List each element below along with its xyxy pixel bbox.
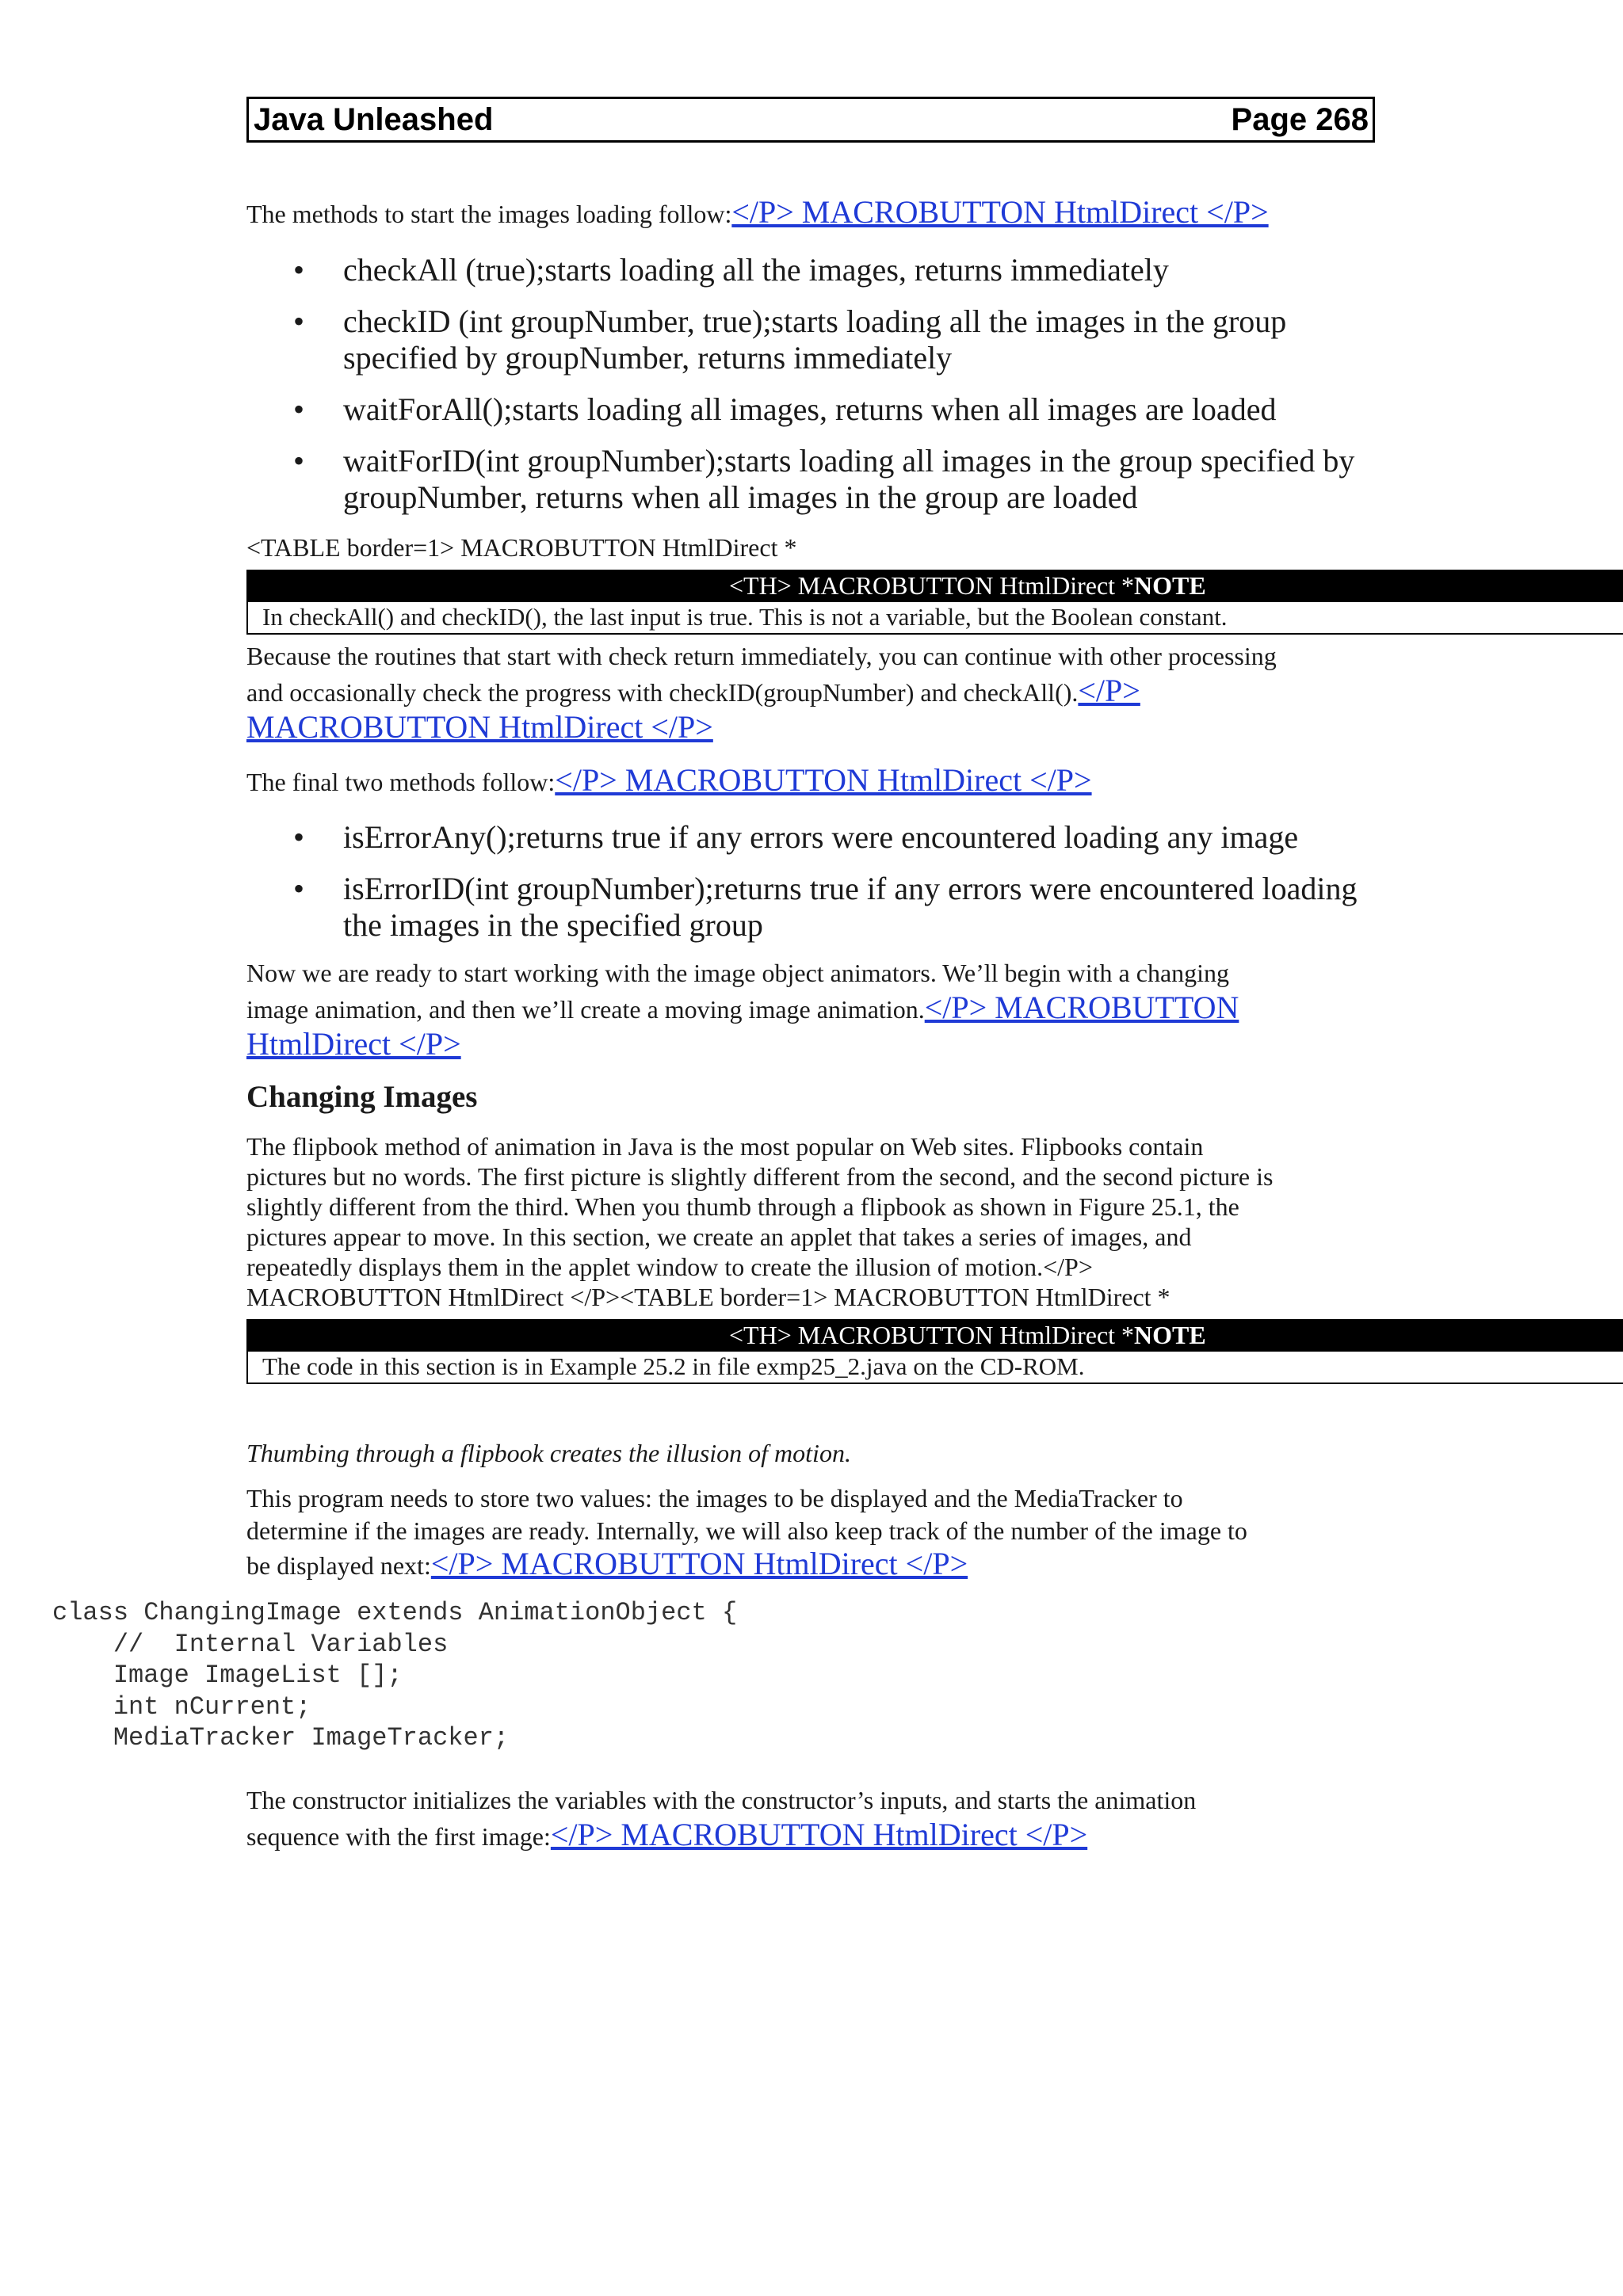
code-listing xyxy=(52,1597,737,1754)
note-header xyxy=(246,570,1623,602)
paragraph-now-ready xyxy=(246,955,1380,1063)
bullet-icon: • xyxy=(293,391,305,427)
paragraph-because xyxy=(246,639,1380,746)
list-item xyxy=(246,303,1380,376)
note-header-label: NOTE xyxy=(1134,1321,1206,1349)
macrobutton-link[interactable]: </P> xyxy=(1078,673,1140,708)
code-line: Image ImageList []; xyxy=(52,1661,403,1690)
paragraph-constructor xyxy=(246,1783,1380,1854)
list-item-text: waitForAll();starts loading all images, returns when all images are loaded xyxy=(343,391,1277,427)
macrobutton-link[interactable]: HtmlDirect </P> xyxy=(246,1026,461,1062)
paragraph-line: The constructor initializes the variables with the constructor’s inputs, and starts the animation xyxy=(246,1786,1197,1814)
note-header xyxy=(246,1319,1623,1352)
paragraph-final-methods xyxy=(246,763,1380,799)
paragraph-line: Now we are ready to start working with the image object animators. We’ll begin with a changing xyxy=(246,959,1230,987)
bullet-list-error-methods xyxy=(246,819,1380,959)
section-heading: Changing Images xyxy=(246,1080,478,1114)
code-line: class ChangingImage extends AnimationObject { xyxy=(52,1598,738,1627)
macrobutton-link[interactable]: MACROBUTTON HtmlDirect </P> xyxy=(246,709,713,745)
code-line: int nCurrent; xyxy=(52,1691,311,1722)
paragraph-line: sequence with the first image:</P> MACROBUTTON HtmlDirect </P> xyxy=(246,1817,1088,1852)
header-title: Java Unleashed xyxy=(254,101,494,137)
list-item-text: waitForID(int groupNumber);starts loading all images in the group specified by groupNumber, returns when all images in the group are loaded xyxy=(343,443,1355,515)
paragraph-line xyxy=(246,1027,1380,1063)
paragraph-line: slightly different from the third. When you thumb through a flipbook as shown in Figure 25.1, the xyxy=(246,1192,1239,1221)
list-item xyxy=(246,443,1380,516)
paragraph-text: The methods to start the images loading follow: xyxy=(246,200,732,228)
page-header xyxy=(246,97,1375,143)
paragraph-line: determine if the images are ready. Internally, we will also keep track of the number of the image to xyxy=(246,1516,1247,1545)
note-body: The code in this section is in Example 25.2 in file exmp25_2.java on the CD-ROM. xyxy=(246,1352,1623,1384)
bullet-icon: • xyxy=(293,871,305,906)
paragraph-store-values xyxy=(246,1482,1380,1582)
bullet-icon: • xyxy=(293,252,305,288)
bullet-icon: • xyxy=(293,819,305,855)
paragraph-methods-intro xyxy=(246,195,1380,231)
paragraph-line xyxy=(246,710,1380,746)
code-line: // Internal Variables xyxy=(52,1629,449,1659)
paragraph-line: MACROBUTTON HtmlDirect </P><TABLE border=1> MACROBUTTON HtmlDirect * xyxy=(246,1283,1170,1311)
code-line: MediaTracker ImageTracker; xyxy=(52,1723,510,1753)
list-item-text: checkAll (true);starts loading all the images, returns immediately xyxy=(343,252,1169,288)
paragraph-flipbook xyxy=(246,1131,1380,1312)
header-page-number: Page 268 xyxy=(1231,101,1369,137)
bullet-icon: • xyxy=(293,303,305,339)
macrobutton-link[interactable]: </P> MACROBUTTON HtmlDirect </P> xyxy=(430,1546,968,1581)
list-item xyxy=(246,819,1380,856)
paragraph-line: and occasionally check the progress with checkID(groupNumber) and checkAll().</P> xyxy=(246,673,1140,708)
table-open-markup: <TABLE border=1> MACROBUTTON HtmlDirect * xyxy=(246,533,797,562)
paragraph-line: repeatedly displays them in the applet window to create the illusion of motion.</P> xyxy=(246,1253,1093,1281)
paragraph-line: image animation, and then we’ll create a moving image animation.</P> MACROBUTTON xyxy=(246,990,1239,1025)
paragraph-line: The flipbook method of animation in Java is the most popular on Web sites. Flipbooks contain xyxy=(246,1132,1204,1161)
bullet-list-loading-methods xyxy=(246,252,1380,531)
figure-caption: Thumbing through a flipbook creates the illusion of motion. xyxy=(246,1439,851,1467)
bullet-icon: • xyxy=(293,443,305,479)
macrobutton-link[interactable]: </P> MACROBUTTON HtmlDirect </P> xyxy=(550,1817,1088,1852)
macrobutton-link[interactable]: </P> MACROBUTTON HtmlDirect </P> xyxy=(555,762,1092,798)
paragraph-line: be displayed next:</P> MACROBUTTON HtmlDirect </P> xyxy=(246,1546,968,1581)
paragraph-text: The final two methods follow: xyxy=(246,768,556,796)
note-body: In checkAll() and checkID(), the last input is true. This is not a variable, but the Boolean constant. xyxy=(246,602,1623,635)
list-item xyxy=(246,391,1380,428)
list-item-text: isErrorAny();returns true if any errors were encountered loading any image xyxy=(343,819,1299,855)
paragraph-line: pictures appear to move. In this section, we create an applet that takes a series of images, and xyxy=(246,1222,1192,1251)
macrobutton-link[interactable]: </P> MACROBUTTON xyxy=(924,990,1239,1025)
macrobutton-link[interactable]: </P> MACROBUTTON HtmlDirect </P> xyxy=(731,194,1269,230)
note-header-prefix: <TH> MACROBUTTON HtmlDirect * xyxy=(729,1321,1135,1349)
note-header-prefix: <TH> MACROBUTTON HtmlDirect * xyxy=(729,571,1135,600)
list-item-text: checkID (int groupNumber, true);starts loading all the images in the group specified by groupNumber, returns immediately xyxy=(343,303,1287,376)
list-item xyxy=(246,871,1380,944)
paragraph-line: Because the routines that start with check return immediately, you can continue with other processing xyxy=(246,642,1277,670)
list-item xyxy=(246,252,1380,288)
paragraph-line: This program needs to store two values: the images to be displayed and the MediaTracker to xyxy=(246,1484,1183,1512)
note-header-label: NOTE xyxy=(1134,571,1206,600)
list-item-text: isErrorID(int groupNumber);returns true if any errors were encountered loading the images in the specified group xyxy=(343,871,1358,943)
paragraph-line: pictures but no words. The first picture is slightly different from the second, and the second picture is xyxy=(246,1162,1274,1191)
